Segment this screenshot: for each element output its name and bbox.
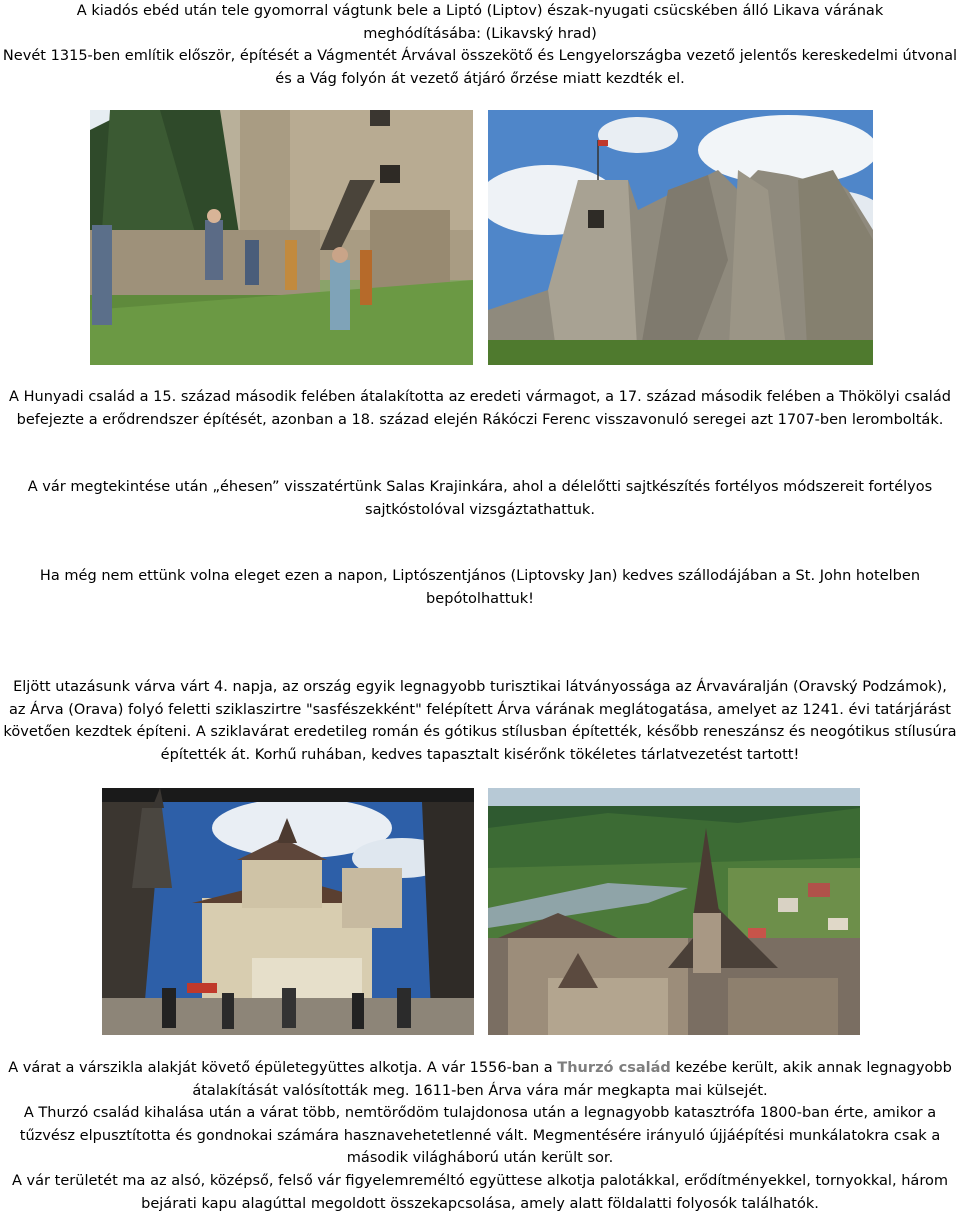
intro-line: meghódításába: (Likavský hrad) [363, 24, 597, 42]
orava-history-line: tűzvész elpusztította és gondnokai számára hasznavehetetlenné vált. Megmentésére irányuló újjáépítési munkálatokra csak a [19, 1126, 941, 1144]
orava-history-line-1 [2, 1057, 958, 1080]
orava-history-paragraph [0, 1057, 960, 1215]
orava-text-pre: A várat a várszikla alakját követő épületegyüttes alkotja. A vár 1556-ban a [8, 1059, 558, 1076]
orava-history-line: második világháború után került sor. [346, 1149, 614, 1167]
day4-line: Eljött utazásunk várva várt 4. napja, az ország egyik legnagyobb turisztikai látványossága az Árvaváralján (Oravský Podzámok), [13, 678, 947, 695]
hotel-paragraph [0, 565, 960, 610]
thurzo-family-highlight: Thurzó család [557, 1059, 671, 1076]
cheese-paragraph [0, 476, 960, 521]
intro-paragraph [0, 0, 960, 90]
day4-line: az Árva (Orava) folyó feletti sziklaszirtre "sasfészekként" felépített Árva várának meglátogatása, amelyet az 1241. évi tatárjárást [9, 700, 951, 718]
day4-line: építették át. Korhű ruhában, kedves tapasztalt kisérőnk tökéletes tárlatvezetést tartott! [160, 745, 800, 763]
photo-likava-courtyard [90, 110, 473, 365]
orava-history-line: átalakítását valósították meg. 1611-ben Árva vára már megkapta mai külsejét. [192, 1081, 768, 1099]
hotel-line: bepótolhattuk! [426, 589, 534, 607]
photo-orava-aerial [488, 788, 860, 1035]
day4-line: követően kezdtek építeni. A sziklavárat eredetileg román és gótikus stílusban építették, később reneszánsz és neogótikus stílusúra [3, 723, 957, 741]
intro-line: A kiadós ebéd után tele gyomorral vágtunk bele a Liptó (Liptov) észak-nyugati csücskében álló Likava várának [76, 2, 884, 19]
hotel-line: Ha még nem ettünk volna eleget ezen a napon, Liptószentjános (Liptovsky Jan) kedves szállodájában a St. John hotelben [39, 567, 921, 584]
orava-history-line: A Thurzó család kihalása után a várat több, nemtörődöm tulajdonosa után a legnagyobb katasztrófa 1800-ban érte, amikor a [23, 1104, 937, 1122]
orava-history-line: A vár területét ma az alsó, középső, felső vár figyelemreméltó együttese alkotja palotákkal, erődítményekkel, tornyokkal, három [11, 1171, 949, 1189]
photo-likava-ruins [488, 110, 873, 365]
orava-history-line: bejárati kapu alagúttal megoldott összekapcsolása, amely alatt földalatti folyosók találhatók. [141, 1194, 819, 1212]
likava-history-paragraph [0, 386, 960, 431]
likava-history-line: befejezte a erődrendszer építését, azonban a 18. század elején Rákóczi Ferenc visszavonuló seregei azt 1707-ben lerombolták. [16, 410, 944, 428]
orava-text-post: kezébe került, akik annak legnagyobb [670, 1059, 952, 1076]
intro-line: és a Vág folyón át vezető átjáró őrzése miatt kezdték el. [275, 69, 685, 87]
intro-line: Nevét 1315-ben említik először, építését a Vágmentét Árvával összekötő és Lengyelországba vezető jelentős kereskedelmi útvonal [2, 47, 958, 65]
likava-history-line: A Hunyadi család a 15. század második felében átalakította az eredeti vármagot, a 17. század második felében a Thökölyi család [9, 388, 951, 405]
cheese-line: A vár megtekintése után „éhesen” visszatértünk Salas Krajinkára, ahol a délelőtti sajtkészítés fortélyos módszereit fortélyos [27, 478, 933, 495]
photo-orava-courtyard [102, 788, 474, 1035]
cheese-line: sajtkóstolóval vizsgáztathattuk. [365, 500, 595, 518]
day4-paragraph [0, 676, 960, 766]
